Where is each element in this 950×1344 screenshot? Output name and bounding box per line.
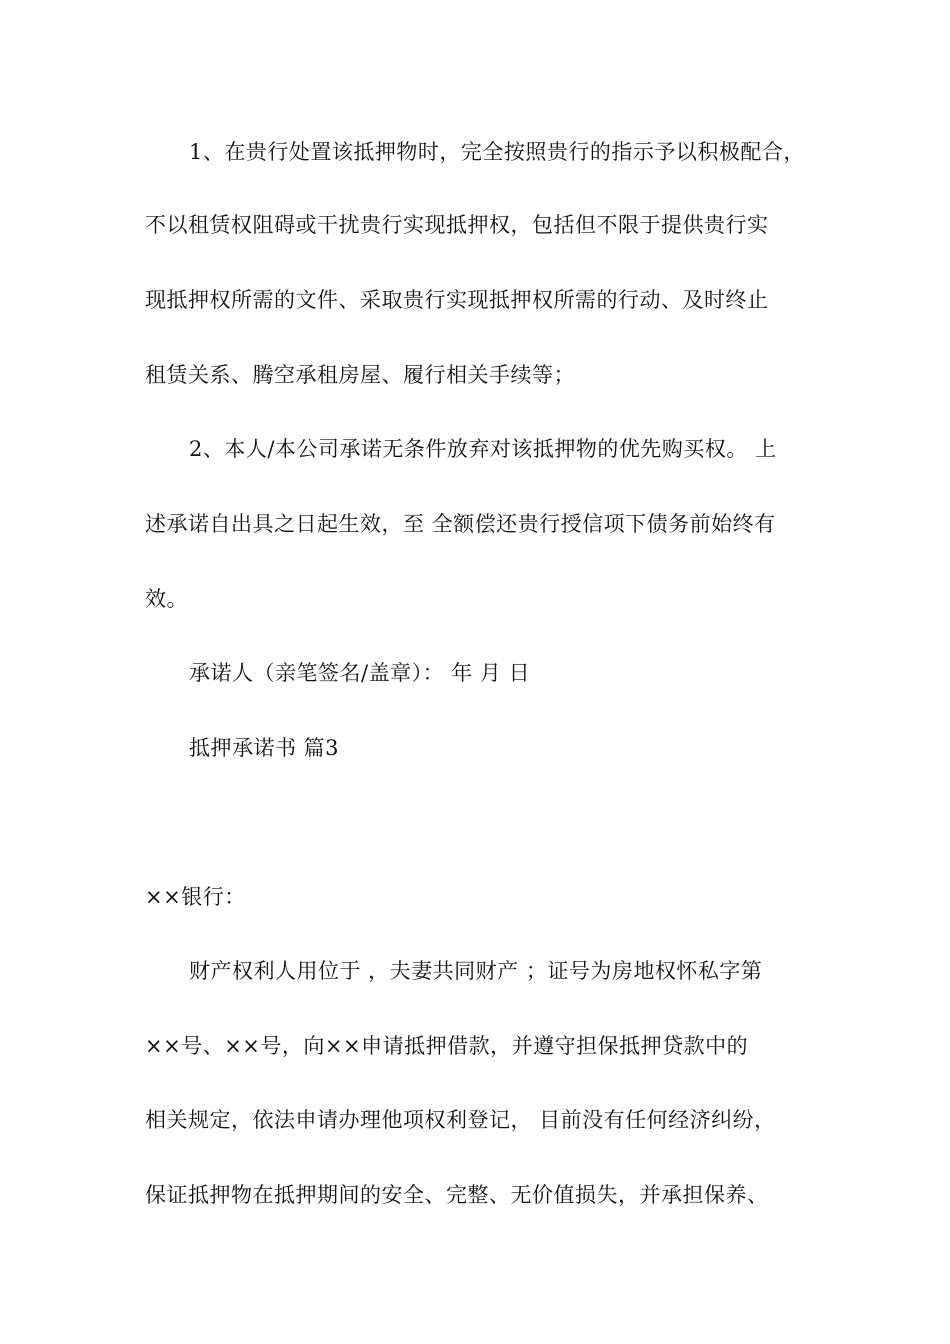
paragraph-line: 1、在贵行处置该抵押物时，完全按照贵行的指示予以积极配合， <box>189 140 805 164</box>
paragraph-line: 效。 <box>145 587 188 611</box>
paragraph-line: 2、本人/本公司承诺无条件放弃对该抵押物的优先购买权。 上 <box>189 437 777 461</box>
paragraph-line: 述承诺自出具之日起生效，至 全额偿还贵行授信项下债务前始终有 <box>145 512 776 536</box>
paragraph-line: ××号、××号，向××申请抵押借款，并遵守担保抵押贷款中的 <box>145 1034 749 1058</box>
paragraph-line: 租赁关系、腾空承租房屋、履行相关手续等； <box>145 363 575 387</box>
paragraph-line: 保证抵押物在抵押期间的安全、完整、无价值损失，并承担保养、 <box>145 1183 769 1207</box>
signature-line: 承诺人（亲笔签名/盖章）： 年 月 日 <box>189 661 531 685</box>
paragraph-line: 不以租赁权阻碍或干扰贵行实现抵押权，包括但不限于提供贵行实 <box>145 213 769 237</box>
paragraph-line: 现抵押权所需的文件、采取贵行实现抵押权所需的行动、及时终止 <box>145 288 769 312</box>
addressee: ××银行： <box>145 885 246 909</box>
paragraph-line: 相关规定，依法申请办理他项权利登记， 目前没有任何经济纠纷， <box>145 1108 776 1132</box>
section-heading: 抵押承诺书 篇3 <box>189 736 340 760</box>
paragraph-line: 财产权利人用位于 ，夫妻共同财产 ；证号为房地权怀私字第 <box>189 959 763 983</box>
